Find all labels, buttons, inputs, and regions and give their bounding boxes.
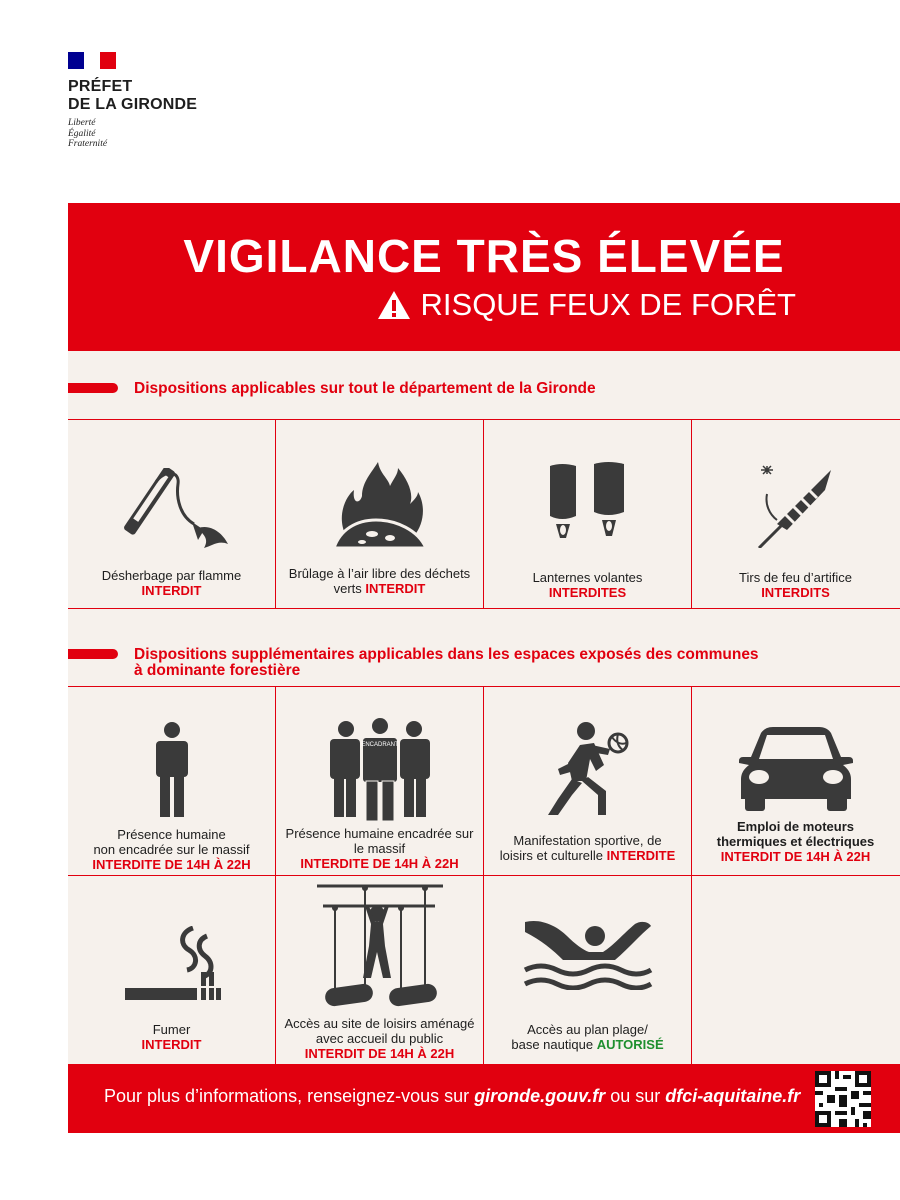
poster — [68, 203, 900, 1133]
item-supervised-presence — [276, 687, 484, 875]
item-smoking — [68, 876, 276, 1064]
footer-text: Pour plus d’informations, renseignez-vous sur gironde.gouv.fr ou sur dfci-aquitaine.fr — [104, 1086, 801, 1106]
grid-row — [68, 420, 900, 609]
item-label: Fumer INTERDIT — [72, 1022, 271, 1052]
item-green-waste-burning — [276, 420, 484, 608]
status-text: INTERDIT — [141, 583, 202, 598]
org-name-line2: DE LA GIRONDE — [68, 96, 198, 113]
treetop-adventure-icon — [315, 882, 445, 1012]
link-dfci[interactable]: dfci-aquitaine.fr — [665, 1086, 801, 1106]
motto-egalite: Égalité — [68, 128, 96, 139]
status-text: INTERDIT — [141, 1037, 202, 1052]
item-unsupervised-presence — [68, 687, 276, 875]
grid-row — [68, 687, 900, 876]
item-leisure-site — [276, 876, 484, 1064]
qr-code-icon[interactable] — [815, 1071, 871, 1127]
section1-grid — [68, 419, 900, 609]
car-icon — [739, 727, 853, 811]
status-text: INTERDIT — [365, 581, 426, 596]
alert-title: VIGILANCE TRÈS ÉLEVÉE — [183, 230, 785, 282]
status-text: INTERDITE DE 14H À 22H — [300, 856, 459, 871]
item-label: Accès au plan plage/ base nautique AUTORISÉ — [511, 1022, 664, 1052]
burning-waste-icon — [332, 460, 428, 550]
empty-cell — [692, 876, 899, 1064]
section2-grid — [68, 686, 900, 1065]
alert-subtitle-text: RISQUE FEUX DE FORÊT — [420, 287, 796, 322]
item-label: Accès au site de loisirs aménagé avec accueil du public INTERDIT DE 14H À 22H — [280, 1016, 479, 1061]
section1-heading — [68, 381, 596, 397]
item-label: Désherbage par flamme INTERDIT — [72, 568, 271, 598]
status-text: INTERDIT DE 14H À 22H — [304, 1046, 455, 1061]
flame-weeder-icon — [114, 468, 230, 558]
section1-heading-text: Dispositions applicables sur tout le département de la Gironde — [134, 380, 596, 397]
group-icon — [328, 717, 432, 821]
status-text: AUTORISÉ — [596, 1037, 664, 1052]
motto — [68, 118, 197, 150]
item-flame-weeding — [68, 420, 276, 608]
info-footer — [68, 1064, 900, 1133]
item-engines — [692, 687, 899, 875]
item-label: Présence humaine encadrée sur le massif INTERDITE DE 14H À 22H — [280, 826, 479, 871]
badge-encadrant: ENCADRANT — [360, 742, 399, 748]
volleyball-player-icon — [546, 719, 630, 817]
prefecture-logo — [68, 52, 197, 150]
grid-row — [68, 876, 900, 1065]
link-gironde[interactable]: gironde.gouv.fr — [474, 1086, 606, 1106]
person-icon — [152, 721, 192, 817]
swimmer-icon — [523, 914, 653, 990]
item-sky-lanterns — [484, 420, 692, 608]
marianne-flag-icon — [68, 52, 116, 69]
item-beach-access — [484, 876, 692, 1064]
item-label: Emploi de moteurs thermiques et électriques INTERDIT DE 14H À 22H — [696, 819, 895, 864]
org-name-line1: PRÉFET — [68, 78, 133, 95]
item-fireworks — [692, 420, 899, 608]
status-text: INTERDIT DE 14H À 22H — [720, 849, 871, 864]
status-text: INTERDITS — [761, 585, 830, 600]
section-marker — [68, 649, 118, 659]
status-text: INTERDITES — [548, 585, 627, 600]
cigarette-icon — [123, 926, 221, 1006]
item-events — [484, 687, 692, 875]
status-text: INTERDITE DE 14H À 22H — [92, 857, 251, 872]
sky-lanterns-icon — [548, 462, 628, 546]
warning-icon — [377, 290, 411, 320]
firework-rocket-icon — [755, 464, 837, 548]
item-label: Manifestation sportive, de loisirs et culturelle INTERDITE — [499, 833, 676, 863]
motto-fraternite: Fraternité — [68, 139, 108, 149]
status-text: INTERDITE — [606, 848, 676, 863]
item-label: Brûlage à l’air libre des déchets verts INTERDIT — [288, 566, 471, 596]
item-label: Présence humaine non encadrée sur le massif INTERDITE DE 14H À 22H — [72, 827, 271, 872]
motto-liberte: Liberté — [68, 118, 96, 128]
item-label: Tirs de feu d’artifice INTERDITS — [696, 570, 895, 600]
section2-heading-text: Dispositions supplémentaires applicables dans les espaces exposés des communes à dominante forestière — [134, 646, 759, 679]
alert-subtitle — [377, 287, 796, 323]
section-marker — [68, 383, 118, 393]
alert-banner — [68, 203, 900, 351]
item-label: Lanternes volantes INTERDITES — [488, 570, 687, 600]
section2-heading — [68, 647, 759, 679]
